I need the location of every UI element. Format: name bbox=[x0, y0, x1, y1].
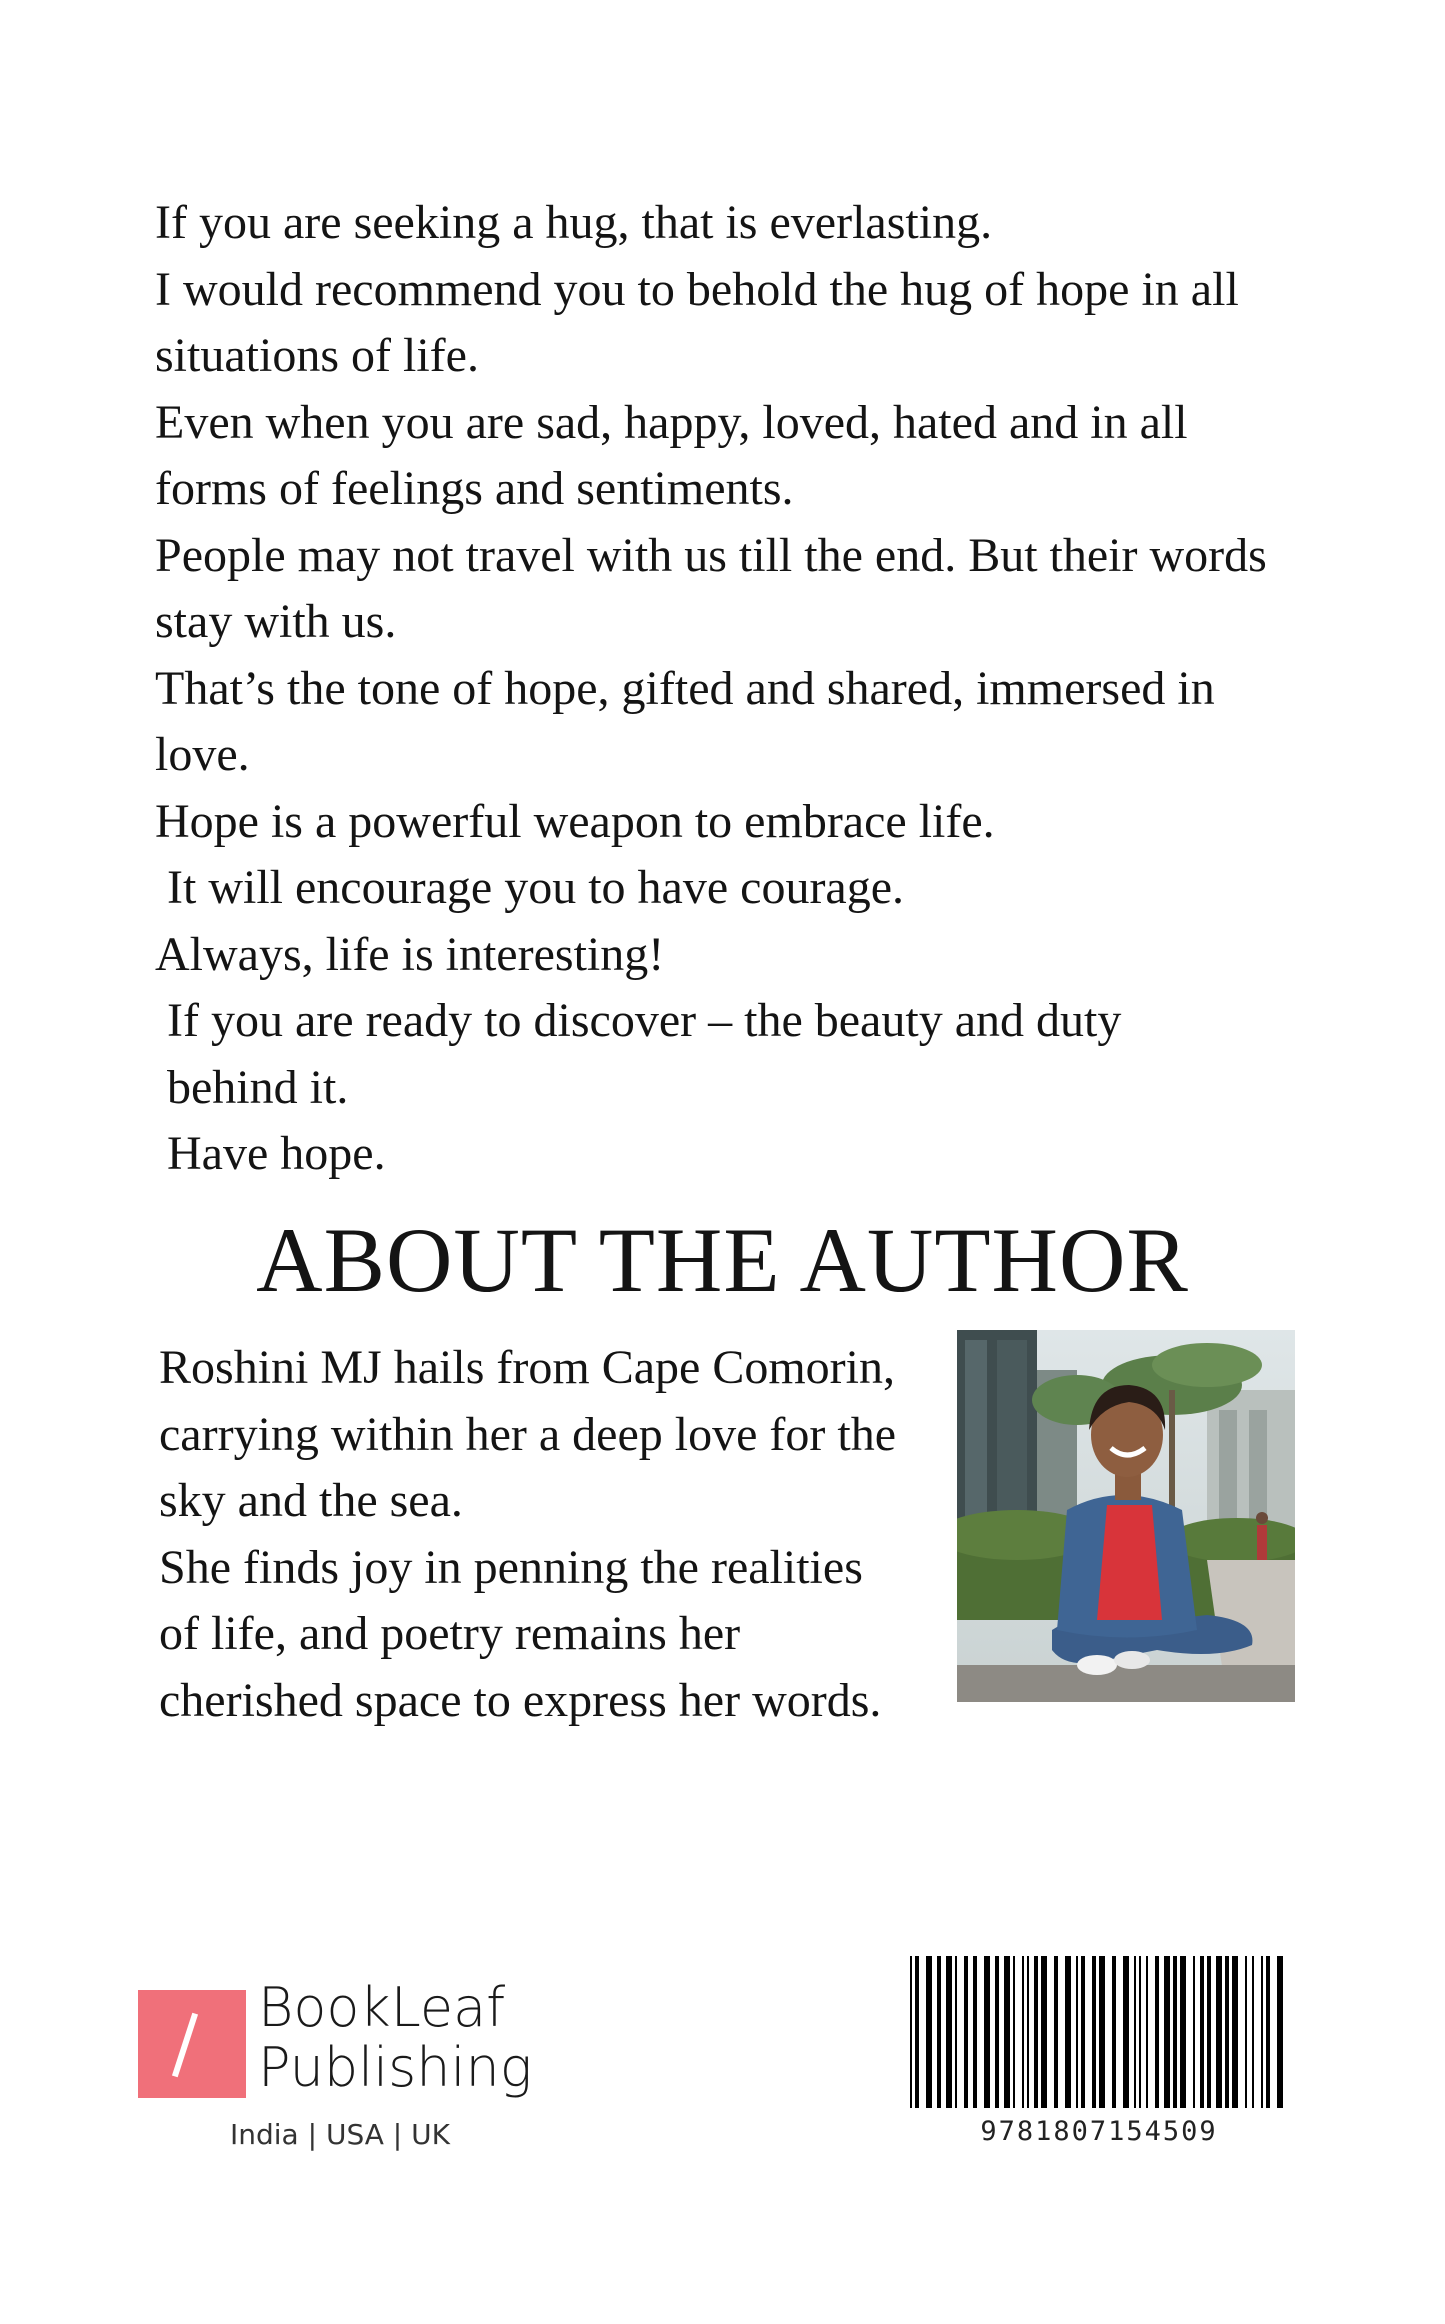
barcode-bar bbox=[1099, 1956, 1105, 2108]
barcode-bar bbox=[937, 1956, 941, 2108]
barcode-bar bbox=[973, 1956, 977, 2108]
publisher-logo-mark bbox=[138, 1990, 246, 2098]
barcode-bar bbox=[964, 1956, 968, 2108]
barcode-bar bbox=[910, 1956, 912, 2108]
barcode-bar bbox=[1261, 1956, 1263, 2108]
barcode-bar bbox=[1013, 1956, 1015, 2108]
blurb-line: behind it. bbox=[155, 1060, 349, 1114]
author-photo bbox=[957, 1330, 1295, 1702]
barcode-bar bbox=[1180, 1956, 1186, 2108]
barcode-bar bbox=[1054, 1956, 1058, 2108]
barcode-bar bbox=[1065, 1956, 1071, 2108]
barcode-bar bbox=[1173, 1956, 1177, 2108]
barcode-bar bbox=[1022, 1956, 1024, 2108]
barcode-bar bbox=[1041, 1956, 1047, 2108]
back-cover-blurb bbox=[155, 190, 1355, 1188]
blurb-line: If you are ready to discover – the beauty and duty bbox=[155, 994, 1122, 1047]
blurb-line: It will encourage you to have courage. bbox=[155, 861, 905, 914]
blurb-line: stay with us. bbox=[155, 595, 397, 648]
bio-line: sky and the sea. bbox=[159, 1474, 463, 1527]
barcode-bar bbox=[984, 1956, 990, 2108]
barcode-bar bbox=[995, 1956, 999, 2108]
blurb-line: situations of life. bbox=[155, 329, 479, 382]
barcode-bar bbox=[1146, 1956, 1148, 2108]
barcode-bar bbox=[1200, 1956, 1204, 2108]
blurb-line: Have hope. bbox=[155, 1127, 386, 1180]
barcode-bar bbox=[1245, 1956, 1247, 2108]
publisher-name bbox=[258, 1978, 532, 2098]
isbn-number: 9781807154509 bbox=[980, 2116, 1218, 2147]
barcode-bar bbox=[1232, 1956, 1238, 2108]
blurb-line: I would recommend you to behold the hug of hope in all bbox=[155, 262, 1239, 316]
barcode-bar bbox=[1266, 1956, 1270, 2108]
barcode-bar bbox=[1123, 1956, 1129, 2108]
barcode-bar bbox=[926, 1956, 932, 2108]
barcode-bar bbox=[1193, 1956, 1195, 2108]
slash-icon bbox=[172, 2013, 198, 2078]
publisher-regions: India | USA | UK bbox=[230, 2118, 450, 2151]
barcode-bar bbox=[1081, 1956, 1085, 2108]
barcode-bar bbox=[1076, 1956, 1078, 2108]
barcode-bar bbox=[1139, 1956, 1141, 2108]
bio-line: cherished space to express her words. bbox=[159, 1673, 882, 1727]
blurb-line: Hope is a powerful weapon to embrace life. bbox=[155, 794, 995, 848]
blurb-line: That’s the tone of hope, gifted and shared, immersed in bbox=[155, 661, 1215, 715]
barcode-bar bbox=[1134, 1956, 1136, 2108]
barcode-bar bbox=[955, 1956, 957, 2108]
about-author-heading: ABOUT THE AUTHOR bbox=[256, 1209, 1189, 1311]
barcode-bar bbox=[1004, 1956, 1010, 2108]
barcode-bar bbox=[1277, 1956, 1283, 2108]
blurb-line: People may not travel with us till the end. But their words bbox=[155, 528, 1267, 582]
barcode-bar bbox=[1034, 1956, 1038, 2108]
barcode-bar bbox=[1225, 1956, 1229, 2108]
barcode-bar bbox=[1092, 1956, 1096, 2108]
author-bio bbox=[159, 1335, 959, 1734]
barcode-bar bbox=[1027, 1956, 1029, 2108]
barcode-bar bbox=[1155, 1956, 1159, 2108]
barcode-bar bbox=[1216, 1956, 1222, 2108]
publisher-name-line1: BookLeaf bbox=[258, 1976, 506, 2039]
bio-line: She finds joy in penning the realities bbox=[159, 1540, 863, 1594]
blurb-line: Always, life is interesting! bbox=[155, 927, 665, 981]
blurb-line: Even when you are sad, happy, loved, hated and in all bbox=[155, 395, 1188, 449]
bio-line: of life, and poetry remains her bbox=[159, 1607, 741, 1660]
bio-line: carrying within her a deep love for the bbox=[159, 1407, 897, 1461]
barcode-bar bbox=[1252, 1956, 1254, 2108]
barcode-bar bbox=[946, 1956, 952, 2108]
barcode-bar bbox=[915, 1956, 919, 2108]
blurb-line: love. bbox=[155, 728, 250, 781]
barcode-bar bbox=[1207, 1956, 1211, 2108]
barcode bbox=[908, 1956, 1290, 2108]
blurb-line: If you are seeking a hug, that is everlasting. bbox=[155, 196, 993, 249]
publisher-name-line2: Publishing bbox=[258, 2036, 533, 2099]
blurb-line: forms of feelings and sentiments. bbox=[155, 462, 794, 515]
bio-line: Roshini MJ hails from Cape Comorin, bbox=[159, 1341, 895, 1394]
barcode-bar bbox=[1164, 1956, 1170, 2108]
barcode-bar bbox=[1112, 1956, 1116, 2108]
